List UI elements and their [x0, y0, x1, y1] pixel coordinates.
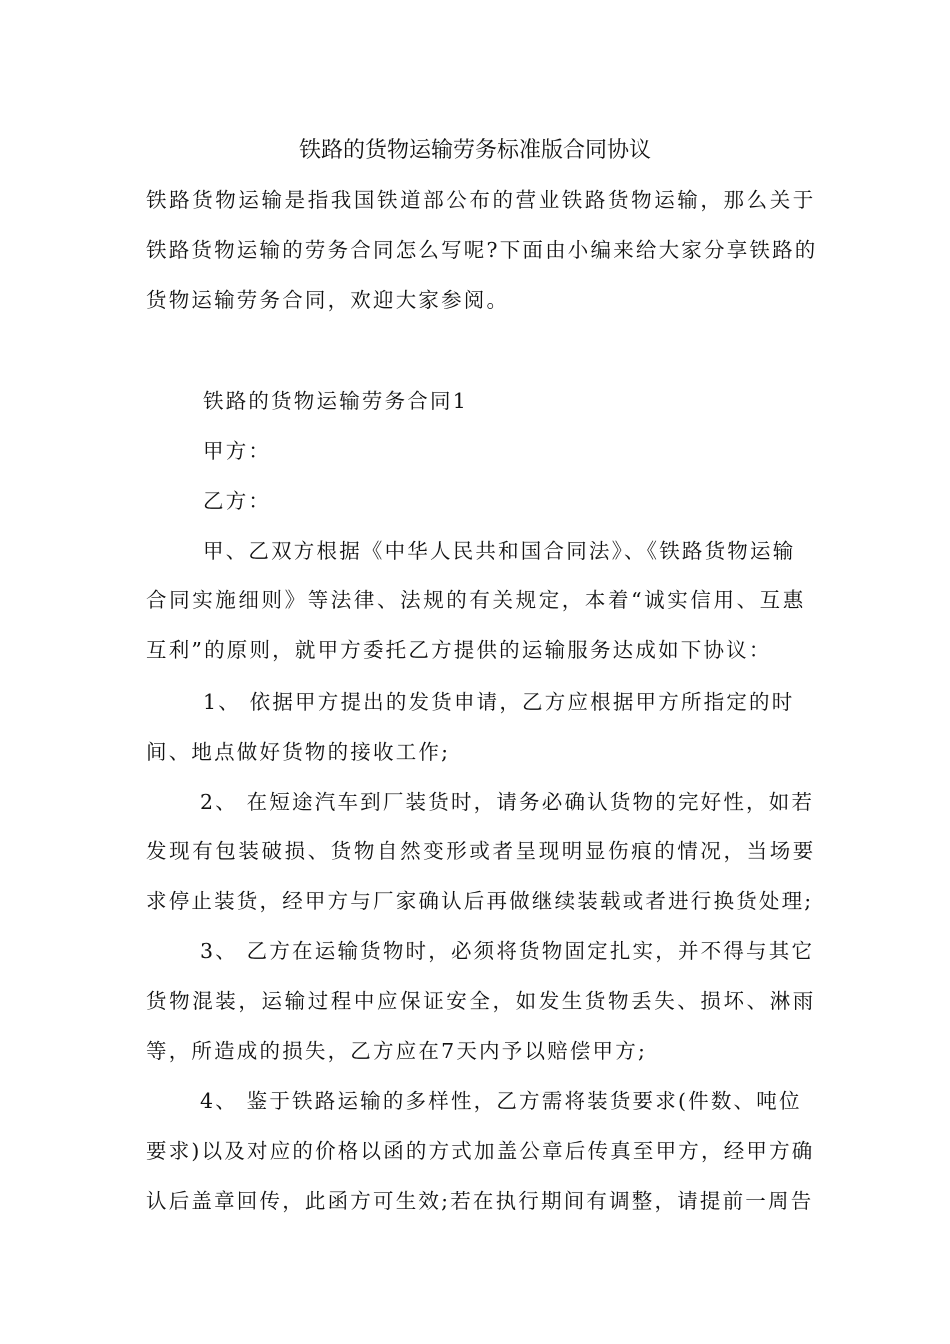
intro-line-1: 铁路货物运输是指我国铁道部公布的营业铁路货物运输，那么关于: [146, 188, 816, 212]
contract-heading: 铁路的货物运输劳务合同1: [203, 389, 468, 413]
clause-3-line-3: 等，所造成的损失，乙方应在7天内予以赔偿甲方;: [146, 1039, 648, 1063]
document-title: 铁路的货物运输劳务标准版合同协议: [298, 138, 651, 163]
clause-3-line-2: 货物混装，运输过程中应保证安全，如发生货物丢失、损坏、淋雨: [146, 989, 816, 1013]
clause-4-line-3: 认后盖章回传，此函方可生效;若在执行期间有调整，请提前一周告: [146, 1189, 814, 1213]
preamble-line-1: 甲、乙双方根据《中华人民共和国合同法》、《铁路货物运输: [203, 539, 796, 563]
clause-1-line-1: 1、 依据甲方提出的发货申请，乙方应根据甲方所指定的时: [203, 690, 795, 714]
party-b-label: 乙方：: [203, 489, 272, 513]
clause-2-line-2: 发现有包装破损、货物自然变形或者呈现明显伤痕的情况，当场要: [146, 839, 816, 863]
party-a-label: 甲方：: [203, 439, 272, 463]
preamble-line-2: 合同实施细则》等法律、法规的有关规定，本着“诚实信用、互惠: [146, 588, 806, 612]
clause-3-line-1: 3、 乙方在运输货物时，必须将货物固定扎实，并不得与其它: [200, 939, 815, 963]
preamble-line-3: 互利”的原则，就甲方委托乙方提供的运输服务达成如下协议：: [146, 638, 772, 662]
clause-2-line-3: 求停止装货，经甲方与厂家确认后再做继续装载或者进行换货处理;: [146, 889, 814, 913]
clause-4-line-2: 要求)以及对应的价格以函的方式加盖公章后传真至甲方，经甲方确: [146, 1139, 815, 1163]
clause-4-line-1: 4、 鉴于铁路运输的多样性，乙方需将装货要求(件数、吨位: [200, 1089, 802, 1113]
intro-line-2: 铁路货物运输的劳务合同怎么写呢?下面由小编来给大家分享铁路的: [146, 238, 818, 262]
intro-line-3: 货物运输劳务合同，欢迎大家参阅。: [146, 288, 510, 312]
clause-1-line-2: 间、地点做好货物的接收工作;: [146, 740, 451, 764]
clause-2-line-1: 2、 在短途汽车到厂装货时，请务必确认货物的完好性，如若: [200, 790, 815, 814]
